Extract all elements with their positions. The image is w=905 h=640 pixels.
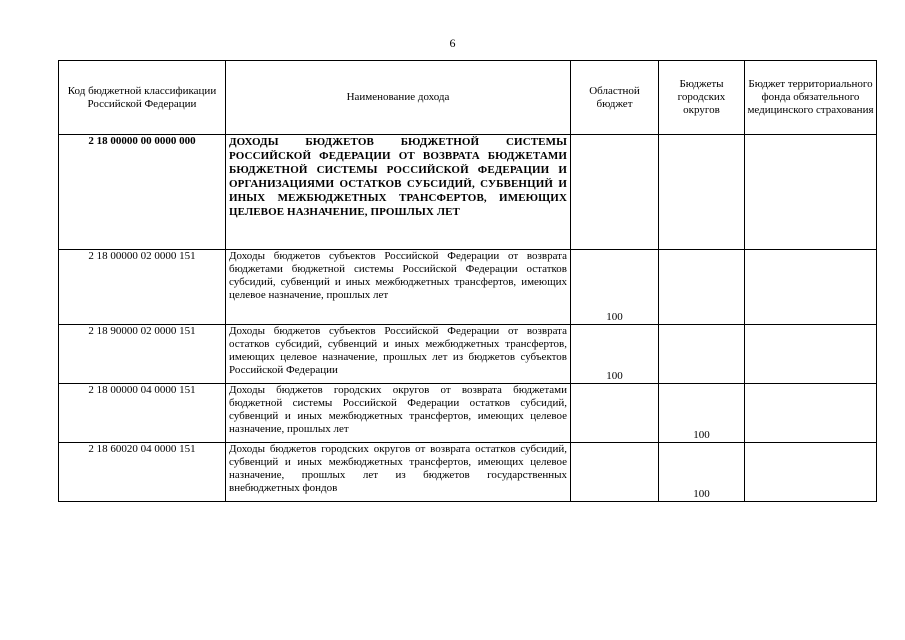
row-regional-value <box>571 443 659 502</box>
table-header-row <box>59 61 877 135</box>
column-header-name: Наименование дохода <box>226 61 571 135</box>
row-name: Доходы бюджетов городских округов от возврата бюджетами бюджетной системы Российской Федерации остатков субсидий, субвенций и иных межбюджетных трансфертов, имеющих целевое назначение, прошлых лет <box>226 384 571 443</box>
column-header-code: Код бюджетной классификации Российской Федерации <box>59 61 226 135</box>
revenue-table <box>58 60 877 502</box>
row-regional-value: 100 <box>571 250 659 325</box>
column-header-fund: Бюджет территориального фонда обязательного медицинского страхования <box>745 61 877 135</box>
row-fund-value <box>745 384 877 443</box>
row-city-value <box>659 250 745 325</box>
row-city-value <box>659 135 745 250</box>
row-code: 2 18 00000 02 0000 151 <box>59 250 226 325</box>
row-name: Доходы бюджетов субъектов Российской Федерации от возврата бюджетами бюджетной системы Российской Федерации остатков субсидий, субвенций и иных межбюджетных трансфертов, имеющих целевое назначение, прошлых лет <box>226 250 571 325</box>
row-regional-value: 100 <box>571 325 659 384</box>
column-header-regional: Областной бюджет <box>571 61 659 135</box>
row-code: 2 18 60020 04 0000 151 <box>59 443 226 502</box>
page-number: 6 <box>449 36 456 50</box>
row-name: Доходы бюджетов городских округов от возврата остатков субсидий, субвенций и иных межбюджетных трансфертов, имеющих целевое назначение, прошлых лет из бюджетов государственных внебюджетных фондов <box>226 443 571 502</box>
row-city-value: 100 <box>659 384 745 443</box>
row-code: 2 18 00000 00 0000 000 <box>59 135 226 250</box>
row-code: 2 18 00000 04 0000 151 <box>59 384 226 443</box>
table-row <box>59 384 877 443</box>
row-city-value: 100 <box>659 443 745 502</box>
row-name: Доходы бюджетов субъектов Российской Федерации от возврата остатков субсидий, субвенций и иных межбюджетных трансфертов, имеющих целевое назначение, прошлых лет из бюджетов субъектов Российской Федерации <box>226 325 571 384</box>
row-city-value <box>659 325 745 384</box>
table-row <box>59 443 877 502</box>
table-row <box>59 325 877 384</box>
table-row <box>59 250 877 325</box>
column-header-city: Бюджеты городских округов <box>659 61 745 135</box>
row-fund-value <box>745 443 877 502</box>
row-regional-value <box>571 384 659 443</box>
table-row <box>59 135 877 250</box>
row-fund-value <box>745 135 877 250</box>
row-fund-value <box>745 325 877 384</box>
row-code: 2 18 90000 02 0000 151 <box>59 325 226 384</box>
row-name: ДОХОДЫ БЮДЖЕТОВ БЮДЖЕТНОЙ СИСТЕМЫ РОССИЙСКОЙ ФЕДЕРАЦИИ ОТ ВОЗВРАТА БЮДЖЕТАМИ БЮДЖЕТНОЙ СИСТЕМЫ РОССИЙСКОЙ ФЕДЕРАЦИИ И ОРГАНИЗАЦИЯМИ ОСТАТКОВ СУБСИДИЙ, СУБВЕНЦИЙ И ИНЫХ МЕЖБЮДЖЕТНЫХ ТРАНСФЕРТОВ, ИМЕЮЩИХ ЦЕЛЕВОЕ НАЗНАЧЕНИЕ, ПРОШЛЫХ ЛЕТ <box>226 135 571 250</box>
row-fund-value <box>745 250 877 325</box>
row-regional-value <box>571 135 659 250</box>
